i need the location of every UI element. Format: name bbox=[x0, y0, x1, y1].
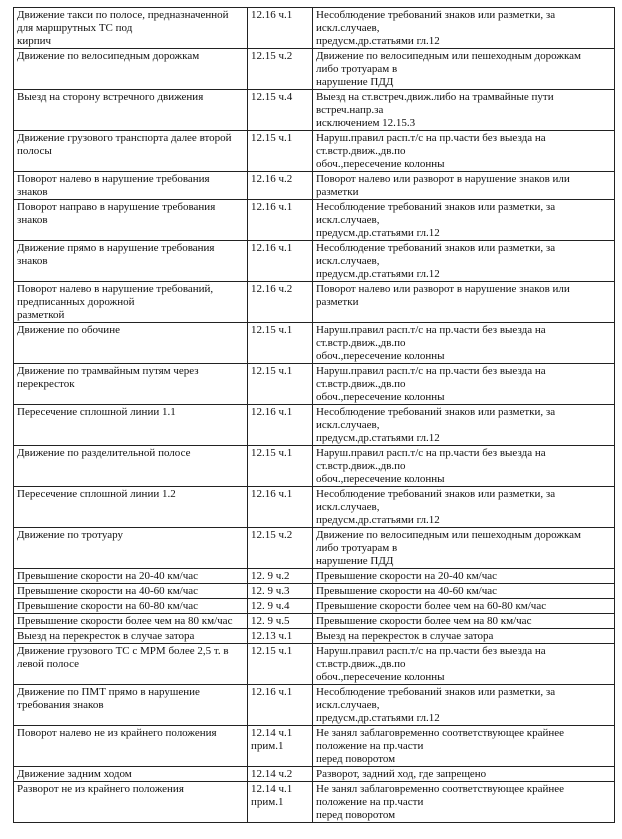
violation-cell: Движение задним ходом bbox=[14, 767, 248, 782]
description-cell: Наруш.правил расп.т/с на пр.части без выезда на ст.встр.движ.,дв.по обоч.,пересечение колонны bbox=[313, 446, 615, 487]
article-cell: 12. 9 ч.4 bbox=[248, 599, 313, 614]
violation-cell: Превышение скорости на 20-40 км/час bbox=[14, 569, 248, 584]
violation-cell: Превышение скорости более чем на 80 км/час bbox=[14, 614, 248, 629]
table-row bbox=[14, 685, 615, 726]
article-cell: 12.14 ч.2 bbox=[248, 767, 313, 782]
table-row bbox=[14, 49, 615, 90]
table-row bbox=[14, 569, 615, 584]
table-row bbox=[14, 528, 615, 569]
table-row bbox=[14, 282, 615, 323]
article-cell: 12.15 ч.4 bbox=[248, 90, 313, 131]
description-cell: Несоблюдение требований знаков или разметки, за искл.случаев, предусм.др.статьями гл.12 bbox=[313, 487, 615, 528]
table-row bbox=[14, 131, 615, 172]
article-cell: 12.15 ч.2 bbox=[248, 49, 313, 90]
description-cell: Наруш.правил расп.т/с на пр.части без выезда на ст.встр.движ.,дв.по обоч.,пересечение колонны bbox=[313, 364, 615, 405]
table-row bbox=[14, 323, 615, 364]
article-cell: 12.15 ч.1 bbox=[248, 446, 313, 487]
article-cell: 12.15 ч.1 bbox=[248, 323, 313, 364]
article-cell: 12.15 ч.1 bbox=[248, 644, 313, 685]
description-cell: Не занял заблаговременно соответствующее крайнее положение на пр.части перед поворотом bbox=[313, 726, 615, 767]
description-cell: Несоблюдение требований знаков или разметки, за искл.случаев, предусм.др.статьями гл.12 bbox=[313, 8, 615, 49]
table-row bbox=[14, 8, 615, 49]
article-cell: 12. 9 ч.3 bbox=[248, 584, 313, 599]
violation-cell: Движение грузового транспорта далее второй полосы bbox=[14, 131, 248, 172]
violation-cell: Поворот налево не из крайнего положения bbox=[14, 726, 248, 767]
table-row bbox=[14, 726, 615, 767]
article-cell: 12.14 ч.1 прим.1 bbox=[248, 782, 313, 823]
article-cell: 12.14 ч.1 прим.1 bbox=[248, 726, 313, 767]
violations-table bbox=[13, 7, 615, 823]
violation-cell: Поворот налево в нарушение требований, предписанных дорожной разметкой bbox=[14, 282, 248, 323]
article-cell: 12.16 ч.1 bbox=[248, 405, 313, 446]
table-row bbox=[14, 90, 615, 131]
table-row bbox=[14, 172, 615, 200]
description-cell: Движение по велосипедным или пешеходным дорожкам либо тротуарам в нарушение ПДД bbox=[313, 528, 615, 569]
description-cell: Поворот налево или разворот в нарушение знаков или разметки bbox=[313, 172, 615, 200]
article-cell: 12.16 ч.1 bbox=[248, 241, 313, 282]
article-cell: 12.16 ч.2 bbox=[248, 282, 313, 323]
violation-cell: Движение грузового ТС с МРМ более 2,5 т. в левой полосе bbox=[14, 644, 248, 685]
article-cell: 12.16 ч.1 bbox=[248, 8, 313, 49]
violation-cell: Превышение скорости на 40-60 км/час bbox=[14, 584, 248, 599]
violation-cell: Движение по разделительной полосе bbox=[14, 446, 248, 487]
table-row bbox=[14, 584, 615, 599]
violation-cell: Движение по ПМТ прямо в нарушение требования знаков bbox=[14, 685, 248, 726]
table-row bbox=[14, 767, 615, 782]
document-page bbox=[13, 7, 615, 823]
violations-table-body bbox=[14, 8, 615, 823]
article-cell: 12.16 ч.2 bbox=[248, 172, 313, 200]
violation-cell: Движение по велосипедным дорожкам bbox=[14, 49, 248, 90]
violation-cell: Пересечение сплошной линии 1.2 bbox=[14, 487, 248, 528]
article-cell: 12.13 ч.1 bbox=[248, 629, 313, 644]
violation-cell: Поворот налево в нарушение требования знаков bbox=[14, 172, 248, 200]
description-cell: Несоблюдение требований знаков или разметки, за искл.случаев, предусм.др.статьями гл.12 bbox=[313, 200, 615, 241]
description-cell: Движение по велосипедным или пешеходным дорожкам либо тротуарам в нарушение ПДД bbox=[313, 49, 615, 90]
article-cell: 12.15 ч.1 bbox=[248, 364, 313, 405]
description-cell: Превышение скорости более чем на 80 км/час bbox=[313, 614, 615, 629]
table-row bbox=[14, 200, 615, 241]
table-row bbox=[14, 614, 615, 629]
article-cell: 12.15 ч.2 bbox=[248, 528, 313, 569]
table-row bbox=[14, 629, 615, 644]
violation-cell: Поворот направо в нарушение требования знаков bbox=[14, 200, 248, 241]
description-cell: Разворот, задний ход, где запрещено bbox=[313, 767, 615, 782]
article-cell: 12.16 ч.1 bbox=[248, 487, 313, 528]
description-cell: Превышение скорости на 40-60 км/час bbox=[313, 584, 615, 599]
description-cell: Выезд на перекресток в случае затора bbox=[313, 629, 615, 644]
table-row bbox=[14, 644, 615, 685]
table-row bbox=[14, 405, 615, 446]
description-cell: Превышение скорости на 20-40 км/час bbox=[313, 569, 615, 584]
description-cell: Не занял заблаговременно соответствующее крайнее положение на пр.части перед поворотом bbox=[313, 782, 615, 823]
table-row bbox=[14, 782, 615, 823]
description-cell: Наруш.правил расп.т/с на пр.части без выезда на ст.встр.движ.,дв.по обоч.,пересечение колонны bbox=[313, 644, 615, 685]
article-cell: 12.16 ч.1 bbox=[248, 685, 313, 726]
article-cell: 12.16 ч.1 bbox=[248, 200, 313, 241]
violation-cell: Движение такси по полосе, предназначенной для маршрутных ТС под кирпич bbox=[14, 8, 248, 49]
table-row bbox=[14, 599, 615, 614]
article-cell: 12. 9 ч.5 bbox=[248, 614, 313, 629]
violation-cell: Движение по тротуару bbox=[14, 528, 248, 569]
table-row bbox=[14, 487, 615, 528]
description-cell: Несоблюдение требований знаков или разметки, за искл.случаев, предусм.др.статьями гл.12 bbox=[313, 241, 615, 282]
article-cell: 12.15 ч.1 bbox=[248, 131, 313, 172]
description-cell: Наруш.правил расп.т/с на пр.части без выезда на ст.встр.движ.,дв.по обоч.,пересечение колонны bbox=[313, 323, 615, 364]
description-cell: Выезд на ст.встреч.движ.либо на трамвайные пути встреч.напр.за исключением 12.15.3 bbox=[313, 90, 615, 131]
table-row bbox=[14, 241, 615, 282]
violation-cell: Движение прямо в нарушение требования знаков bbox=[14, 241, 248, 282]
table-row bbox=[14, 364, 615, 405]
article-cell: 12. 9 ч.2 bbox=[248, 569, 313, 584]
violation-cell: Движение по обочине bbox=[14, 323, 248, 364]
violation-cell: Выезд на перекресток в случае затора bbox=[14, 629, 248, 644]
description-cell: Несоблюдение требований знаков или разметки, за искл.случаев, предусм.др.статьями гл.12 bbox=[313, 405, 615, 446]
description-cell: Превышение скорости более чем на 60-80 км/час bbox=[313, 599, 615, 614]
description-cell: Несоблюдение требований знаков или разметки, за искл.случаев, предусм.др.статьями гл.12 bbox=[313, 685, 615, 726]
table-row bbox=[14, 446, 615, 487]
violation-cell: Движение по трамвайным путям через перекресток bbox=[14, 364, 248, 405]
violation-cell: Превышение скорости на 60-80 км/час bbox=[14, 599, 248, 614]
violation-cell: Разворот не из крайнего положения bbox=[14, 782, 248, 823]
violation-cell: Пересечение сплошной линии 1.1 bbox=[14, 405, 248, 446]
description-cell: Наруш.правил расп.т/с на пр.части без выезда на ст.встр.движ.,дв.по обоч.,пересечение колонны bbox=[313, 131, 615, 172]
violation-cell: Выезд на сторону встречного движения bbox=[14, 90, 248, 131]
description-cell: Поворот налево или разворот в нарушение знаков или разметки bbox=[313, 282, 615, 323]
